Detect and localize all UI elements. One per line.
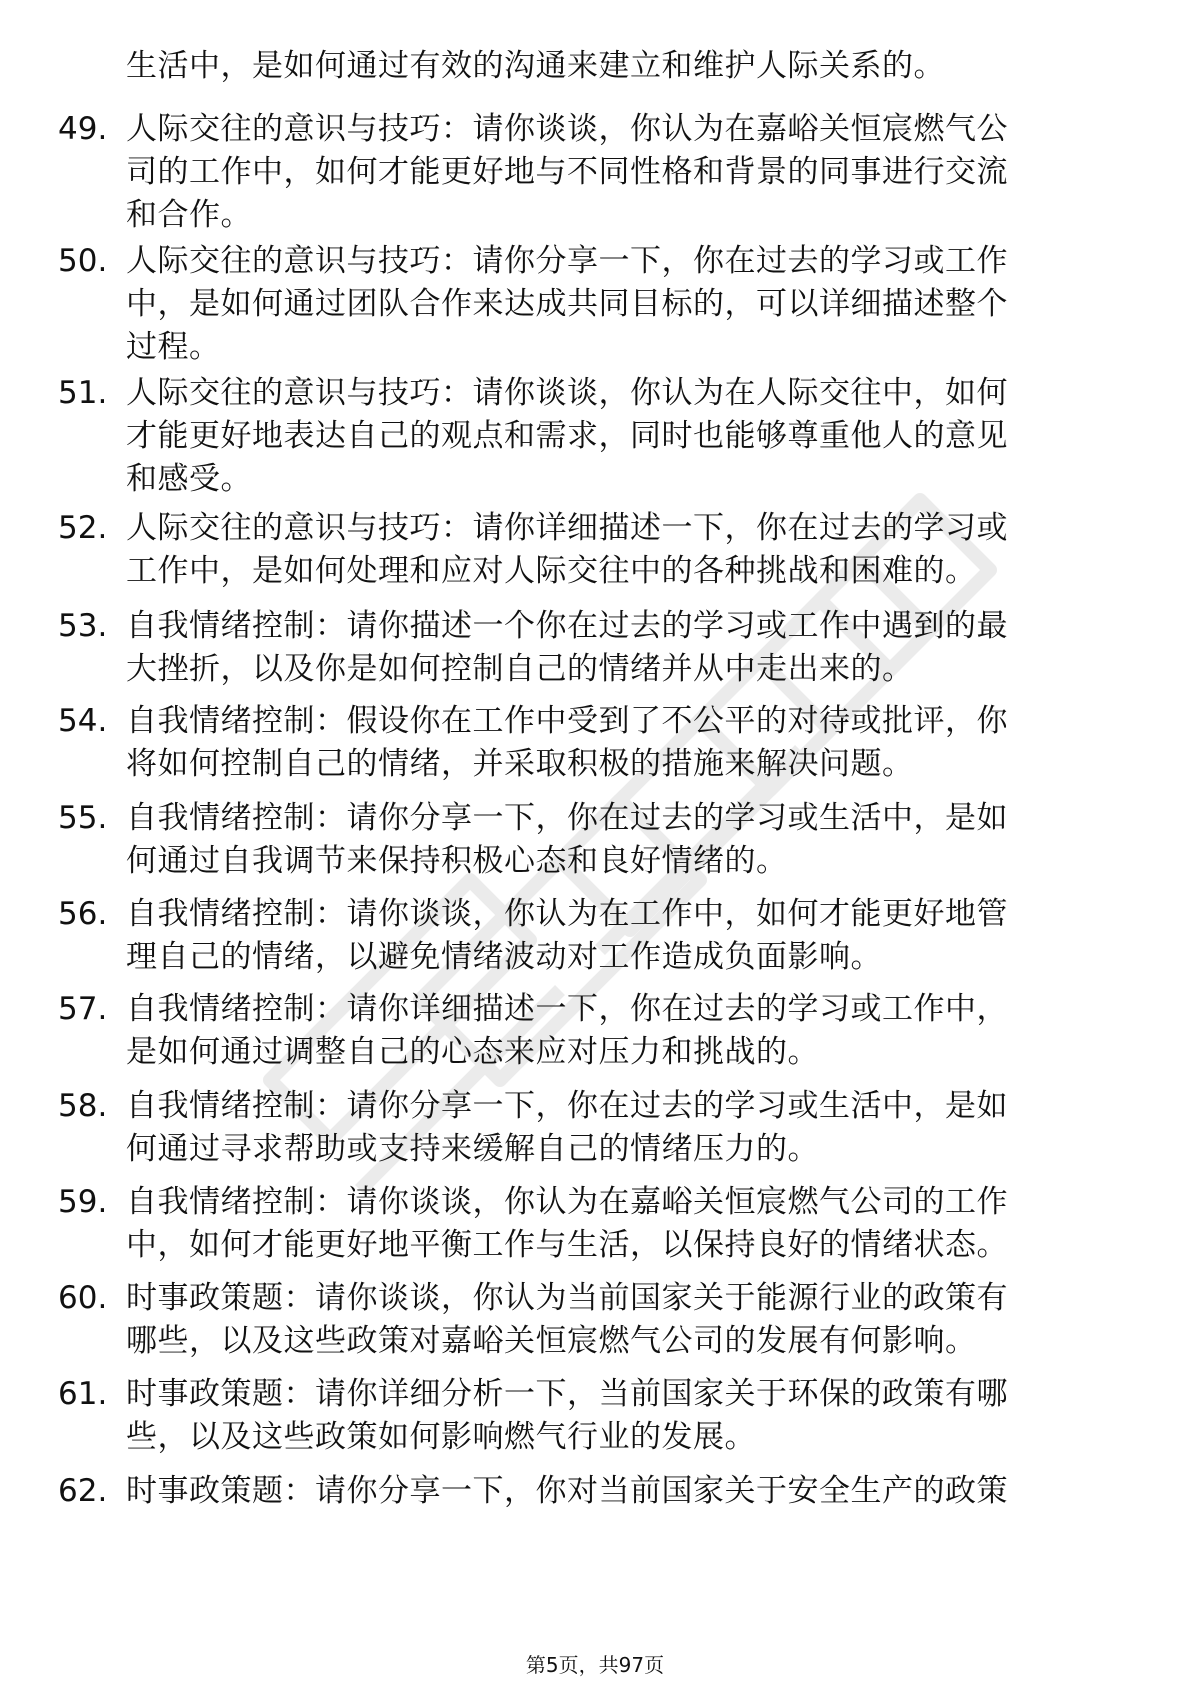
item-text: 人际交往的意识与技巧：请你详细描述一下，你在过去的学习或 工作中，是如何处理和应对人际交往中的各种挑战和困难的。 (126, 510, 1008, 589)
page-footer: 第5页，共97页 (525, 1653, 665, 1677)
list-item (58, 240, 1118, 369)
list-item (58, 893, 1118, 979)
list-item (58, 507, 1118, 593)
item-text: 自我情绪控制：请你分享一下，你在过去的学习或生活中，是如 何通过自我调节来保持积极心态和良好情绪的。 (126, 800, 1008, 879)
item-text: 人际交往的意识与技巧：请你分享一下，你在过去的学习或工作 中，是如何通过团队合作来达成共同目标的，可以详细描述整个 过程。 (126, 243, 1008, 365)
item-text: 人际交往的意识与技巧：请你谈谈，你认为在嘉峪关恒宸燃气公 司的工作中，如何才能更好地与不同性格和背景的同事进行交流 和合作。 (126, 111, 1008, 233)
list-item (58, 700, 1118, 786)
item-number: 62. (58, 1473, 108, 1509)
list-item (58, 1373, 1118, 1459)
item-text: 生活中，是如何通过有效的沟通来建立和维护人际关系的。 (126, 48, 945, 84)
item-number: 55. (58, 800, 108, 836)
list-item (58, 1277, 1118, 1363)
item-number: 53. (58, 608, 108, 644)
item-text: 自我情绪控制：请你详细描述一下，你在过去的学习或工作中， 是如何通过调整自己的心态来应对压力和挑战的。 (126, 991, 1008, 1070)
list-item (58, 45, 1118, 88)
item-text: 自我情绪控制：假设你在工作中受到了不公平的对待或批评，你 将如何控制自己的情绪，并采取积极的措施来解决问题。 (126, 703, 1008, 782)
item-number: 61. (58, 1376, 108, 1412)
item-number: 54. (58, 703, 108, 739)
item-text: 人际交往的意识与技巧：请你谈谈，你认为在人际交往中，如何 才能更好地表达自己的观点和需求，同时也能够尊重他人的意见 和感受。 (126, 375, 1008, 497)
item-number: 60. (58, 1280, 108, 1316)
item-text: 时事政策题：请你谈谈，你认为当前国家关于能源行业的政策有 哪些，以及这些政策对嘉峪关恒宸燃气公司的发展有何影响。 (126, 1280, 1008, 1359)
item-number: 50. (58, 243, 108, 279)
list-item (58, 1085, 1118, 1171)
list-item (58, 372, 1118, 501)
item-text: 自我情绪控制：请你谈谈，你认为在工作中，如何才能更好地管 理自己的情绪，以避免情绪波动对工作造成负面影响。 (126, 896, 1008, 975)
item-number: 51. (58, 375, 108, 411)
item-text: 自我情绪控制：请你分享一下，你在过去的学习或生活中，是如 何通过寻求帮助或支持来缓解自己的情绪压力的。 (126, 1088, 1008, 1167)
list-item (58, 108, 1118, 237)
item-number: 58. (58, 1088, 108, 1124)
item-number: 59. (58, 1184, 108, 1220)
list-item (58, 605, 1118, 691)
item-text: 时事政策题：请你分享一下，你对当前国家关于安全生产的政策 (126, 1473, 1008, 1509)
list-item (58, 988, 1118, 1074)
item-number: 57. (58, 991, 108, 1027)
list-item (58, 1470, 1118, 1513)
item-number: 49. (58, 111, 108, 147)
item-text: 自我情绪控制：请你谈谈，你认为在嘉峪关恒宸燃气公司的工作 中，如何才能更好地平衡工作与生活，以保持良好的情绪状态。 (126, 1184, 1008, 1263)
item-text: 自我情绪控制：请你描述一个你在过去的学习或工作中遇到的最 大挫折，以及你是如何控制自己的情绪并从中走出来的。 (126, 608, 1008, 687)
item-number: 52. (58, 510, 108, 546)
list-item (58, 1181, 1118, 1267)
list-item (58, 797, 1118, 883)
item-number: 56. (58, 896, 108, 932)
item-text: 时事政策题：请你详细分析一下，当前国家关于环保的政策有哪 些，以及这些政策如何影响燃气行业的发展。 (126, 1376, 1008, 1455)
